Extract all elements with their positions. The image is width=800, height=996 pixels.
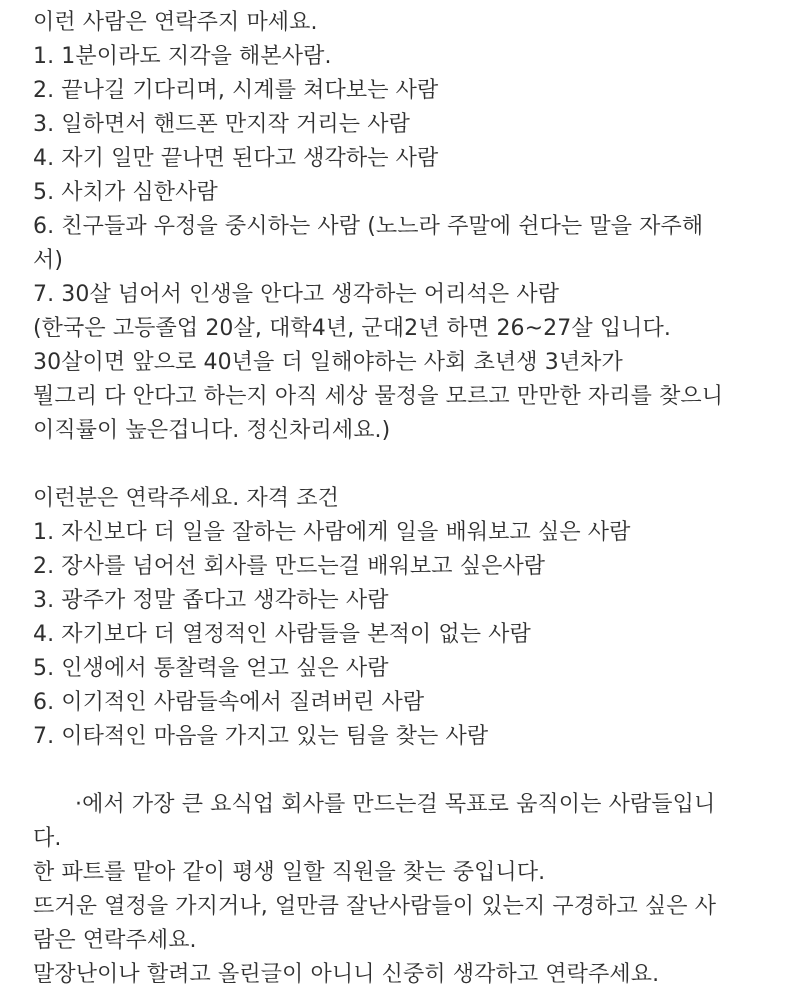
section1-item: 1. 1분이라도 지각을 해본사람. [33,44,332,69]
section1-item: 6. 친구들과 우정을 중시하는 사람 (노느라 주말에 쉰다는 말을 자주해 [33,214,704,239]
section2-heading: 이런분은 연락주세요. 자격 조건 [33,486,339,511]
blank-line [33,448,774,482]
section2-item: 4. 자기보다 더 열정적인 사람들을 본적이 없는 사람 [33,622,531,647]
section1-item: 3. 일하면서 핸드폰 만지작 거리는 사람 [33,112,410,137]
section3-line: 다. [33,826,62,851]
section1-item: 2. 끝나길 기다리며, 시계를 쳐다보는 사람 [33,78,439,103]
section3-line: 뜨거운 열정을 가지거나, 얼만큼 잘난사람들이 있는지 구경하고 싶은 사 [33,894,717,919]
section1-note: 뭘그리 다 안다고 하는지 아직 세상 물정을 모르고 만만한 자리를 찾으니 [33,384,724,409]
section3-line: 말장난이나 할려고 올린글이 아니니 신중히 생각하고 연락주세요. [33,962,660,987]
section1-item: 5. 사치가 심한사람 [33,180,218,205]
section1-item: 7. 30살 넘어서 인생을 안다고 생각하는 어리석은 사람 [33,282,560,307]
section1-note: 이직률이 높은겁니다. 정신차리세요.) [33,418,391,443]
section3-line-text: ·에서 가장 큰 요식업 회사를 만드는걸 목표로 움직이는 사람들입니 [75,792,716,817]
section3-line: 한 파트를 맡아 같이 평생 일할 직원을 찾는 중입니다. [33,860,546,885]
section2-item: 7. 이타적인 마음을 가지고 있는 팀을 찾는 사람 [33,724,489,749]
job-posting-text [0,6,800,992]
section2-item: 1. 자신보다 더 일을 잘하는 사람에게 일을 배워보고 싶은 사람 [33,520,631,545]
section2-item: 3. 광주가 정말 좁다고 생각하는 사람 [33,588,389,613]
section1-heading: 이런 사람은 연락주지 마세요. [33,10,318,35]
section3-line [33,788,774,822]
section1-note: 30살이면 앞으로 40년을 더 일해야하는 사회 초년생 3년차가 [33,350,623,375]
section1-item: 4. 자기 일만 끝나면 된다고 생각하는 사람 [33,146,439,171]
section1-note: (한국은 고등졸업 20살, 대학4년, 군대2년 하면 26~27살 입니다. [33,316,671,341]
blank-line [33,754,774,788]
section3-line: 람은 연락주세요. [33,928,197,953]
section2-item: 2. 장사를 넘어선 회사를 만드는걸 배워보고 싶은사람 [33,554,546,579]
section2-item: 6. 이기적인 사람들속에서 질려버린 사람 [33,690,425,715]
section2-item: 5. 인생에서 통찰력을 얻고 싶은 사람 [33,656,389,681]
section1-item: 서) [33,248,64,273]
